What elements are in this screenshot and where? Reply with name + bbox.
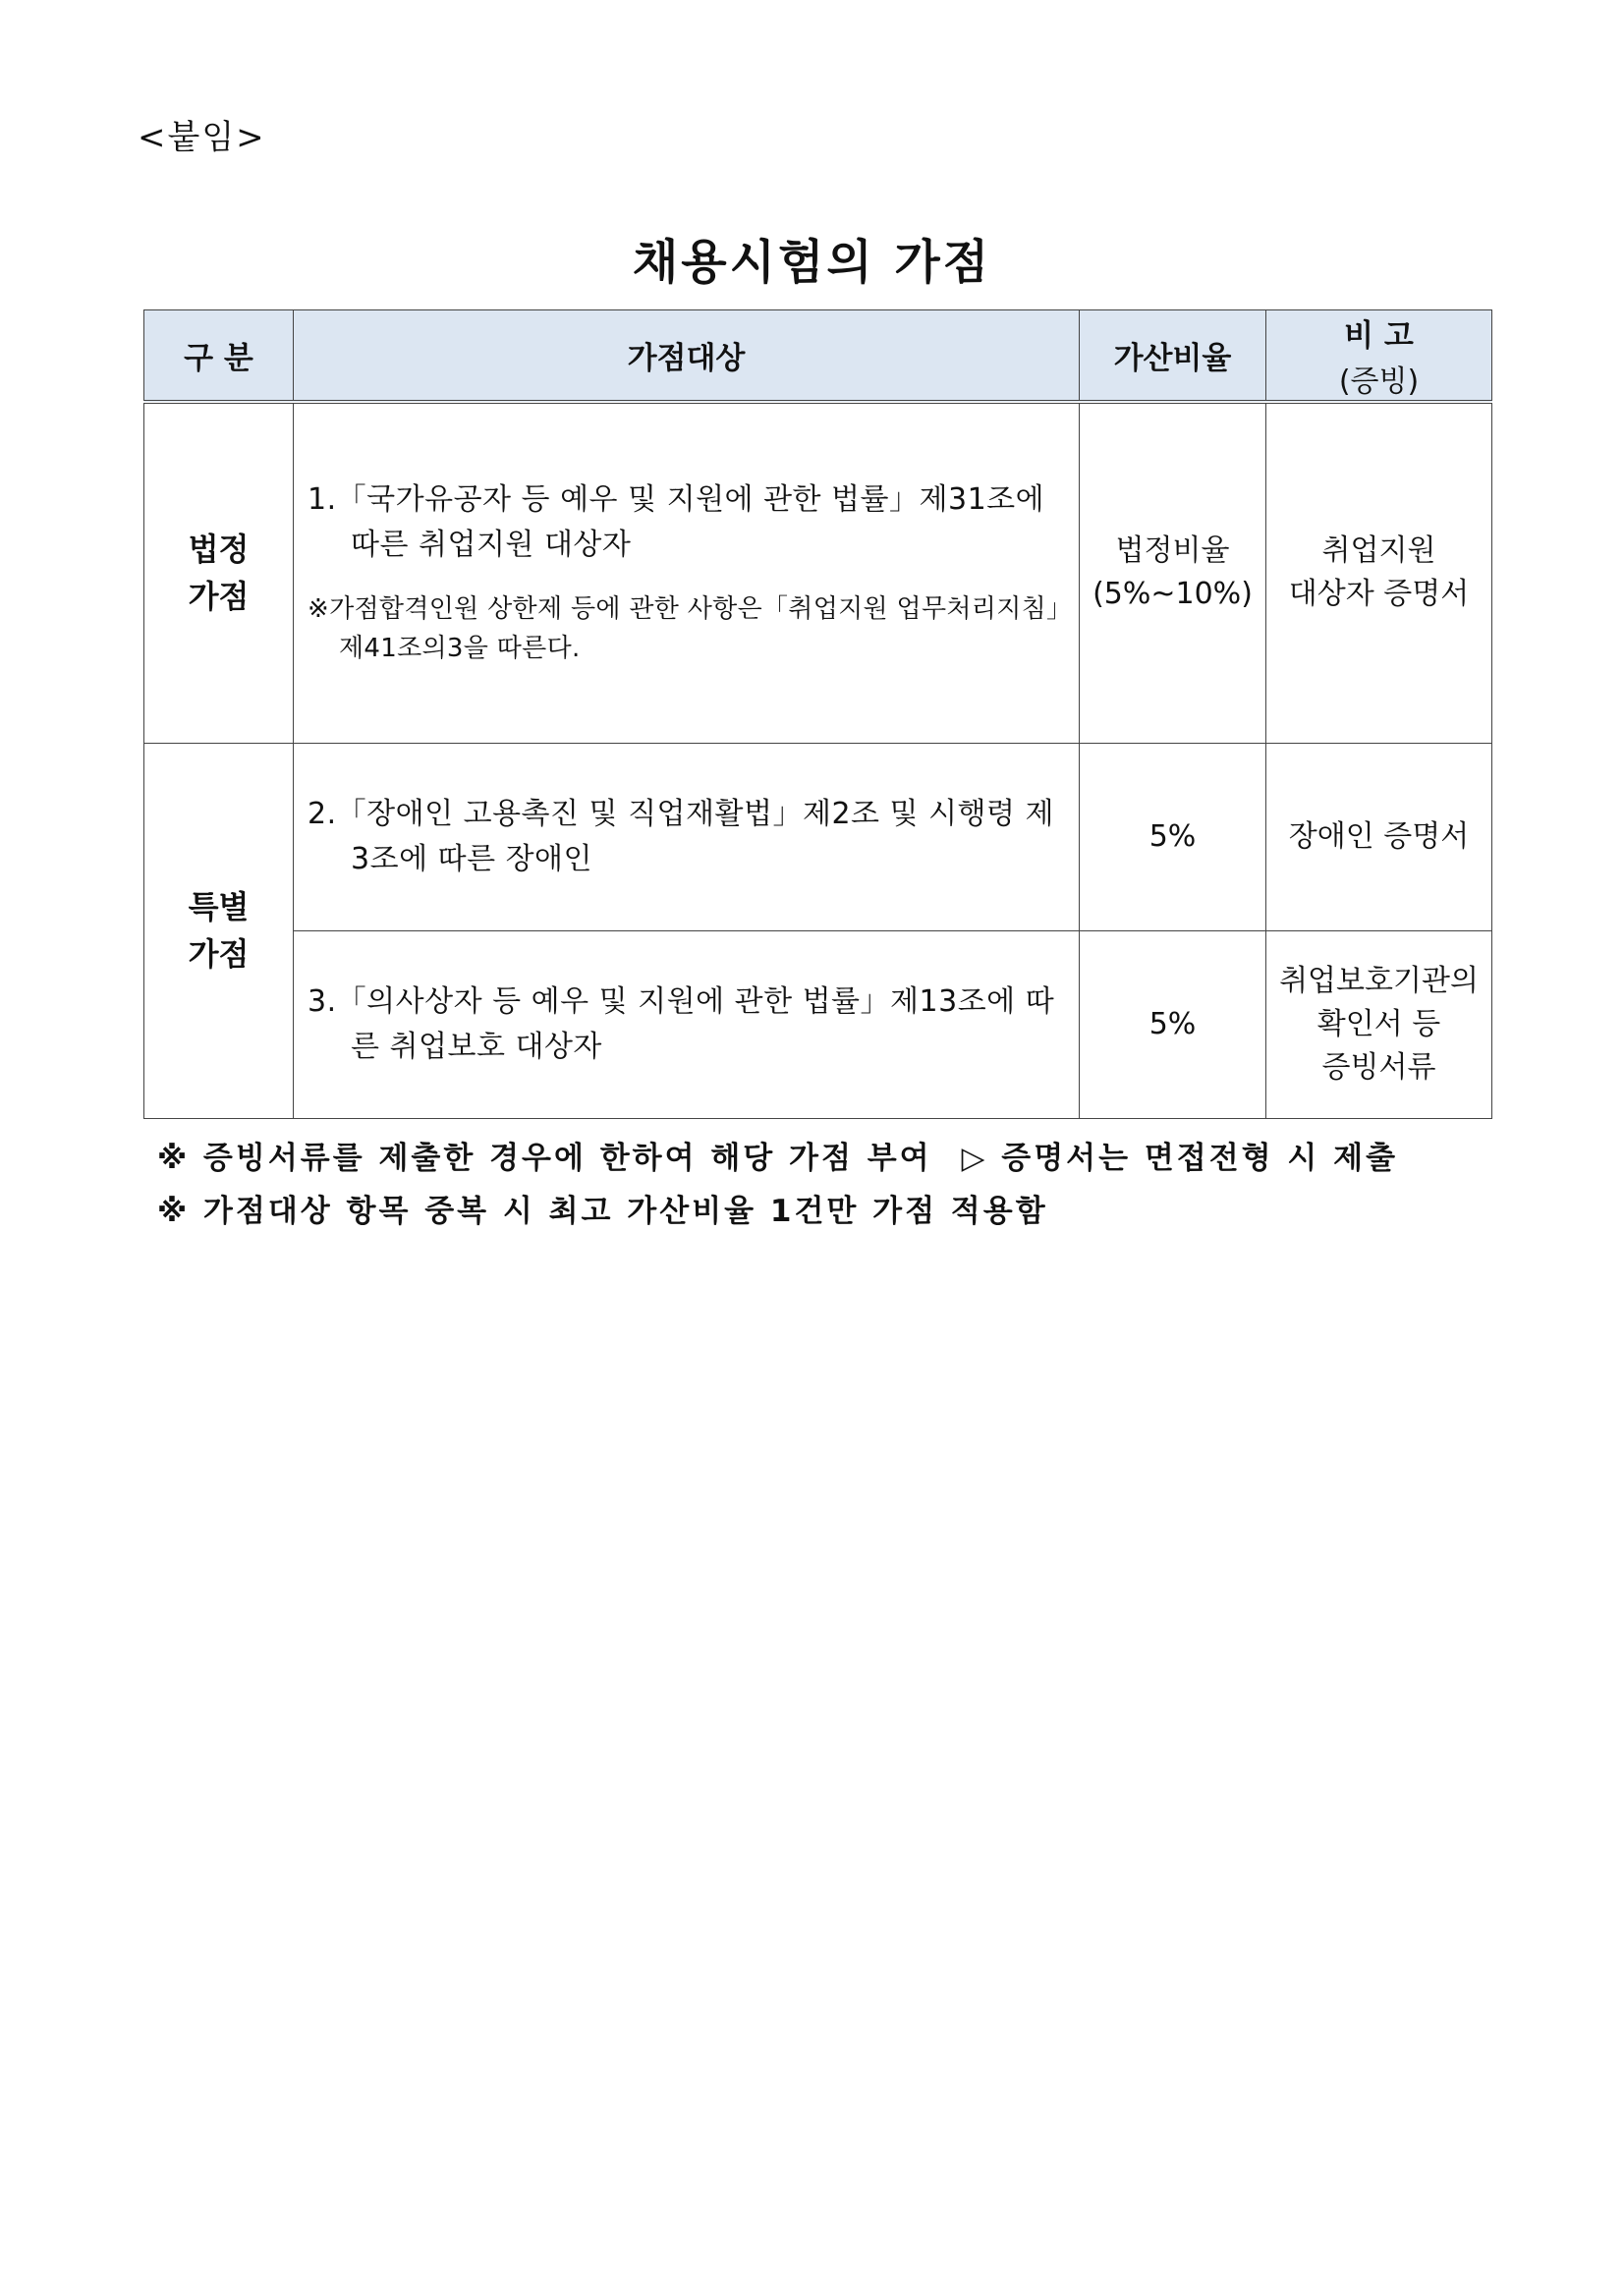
rate-cell (1080, 930, 1266, 1118)
remark-cell (1266, 743, 1492, 930)
remark-line: 증빙서류 (1321, 1049, 1436, 1085)
footnote-line: ※ 가점대상 항목 중복 시 최고 가산비율 1건만 가점 적용함 (157, 1194, 1048, 1229)
rate-line: 5% (1148, 818, 1197, 854)
table-row (144, 930, 1492, 1118)
bonus-points-table (143, 309, 1492, 1119)
remark-cell (1266, 930, 1492, 1118)
remark-line: 취업보호기관의 (1279, 963, 1479, 998)
rate-line: (5%~10%) (1092, 577, 1253, 612)
category-cell (144, 402, 294, 743)
remark-line: 취업지원 (1321, 533, 1436, 569)
category-line: 가점 (188, 578, 250, 616)
footnotes (157, 1132, 1398, 1238)
remark-line: 대상자 증명서 (1288, 577, 1470, 612)
target-cell (294, 743, 1080, 930)
table-header-row (144, 310, 1492, 403)
target-item: 1.「국가유공자 등 예우 및 지원에 관한 법률」제31조에 따른 취업지원 대상자 (308, 482, 1045, 563)
header-rate: 가산비율 (1080, 310, 1266, 403)
header-remark-main: 비 고 (1344, 318, 1414, 354)
target-cell (294, 402, 1080, 743)
footnote-line (157, 1132, 1398, 1185)
category-cell (144, 743, 294, 1118)
header-remark (1266, 310, 1492, 403)
category-line: 특별 (188, 888, 250, 925)
footnote-text: ▷ 증명서는 면접전형 시 제출 (961, 1141, 1399, 1176)
category-line: 가점 (188, 935, 250, 973)
header-category: 구 분 (144, 310, 294, 403)
rate-line: 5% (1148, 1006, 1197, 1041)
rate-line: 법정비율 (1115, 533, 1230, 569)
target-item: 3.「의사상자 등 예우 및 지원에 관한 법률」제13조에 따른 취업보호 대상자 (308, 983, 1055, 1064)
page-title: 채용시험의 가점 (632, 235, 992, 290)
table-row (144, 743, 1492, 930)
remark-cell (1266, 402, 1492, 743)
rate-cell (1080, 402, 1266, 743)
remark-line: 확인서 등 (1316, 1006, 1441, 1041)
target-cell (294, 930, 1080, 1118)
remark-line: 장애인 증명서 (1288, 818, 1470, 854)
attachment-label: <붙임> (138, 118, 266, 157)
target-item: 2.「장애인 고용촉진 및 직업재활법」제2조 및 시행령 제3조에 따른 장애인 (308, 796, 1055, 876)
header-remark-sub: (증빙) (1338, 364, 1420, 399)
rate-cell (1080, 743, 1266, 930)
target-note: ※가점합격인원 상한제 등에 관한 사항은「취업지원 업무처리지침」제41조의3을 따른다. (308, 594, 1060, 664)
table-row (144, 402, 1492, 743)
header-target: 가점대상 (294, 310, 1080, 403)
category-line: 법정 (188, 531, 250, 569)
footnote-text: ※ 증빙서류를 제출한 경우에 한하여 해당 가점 부여 (157, 1141, 932, 1176)
